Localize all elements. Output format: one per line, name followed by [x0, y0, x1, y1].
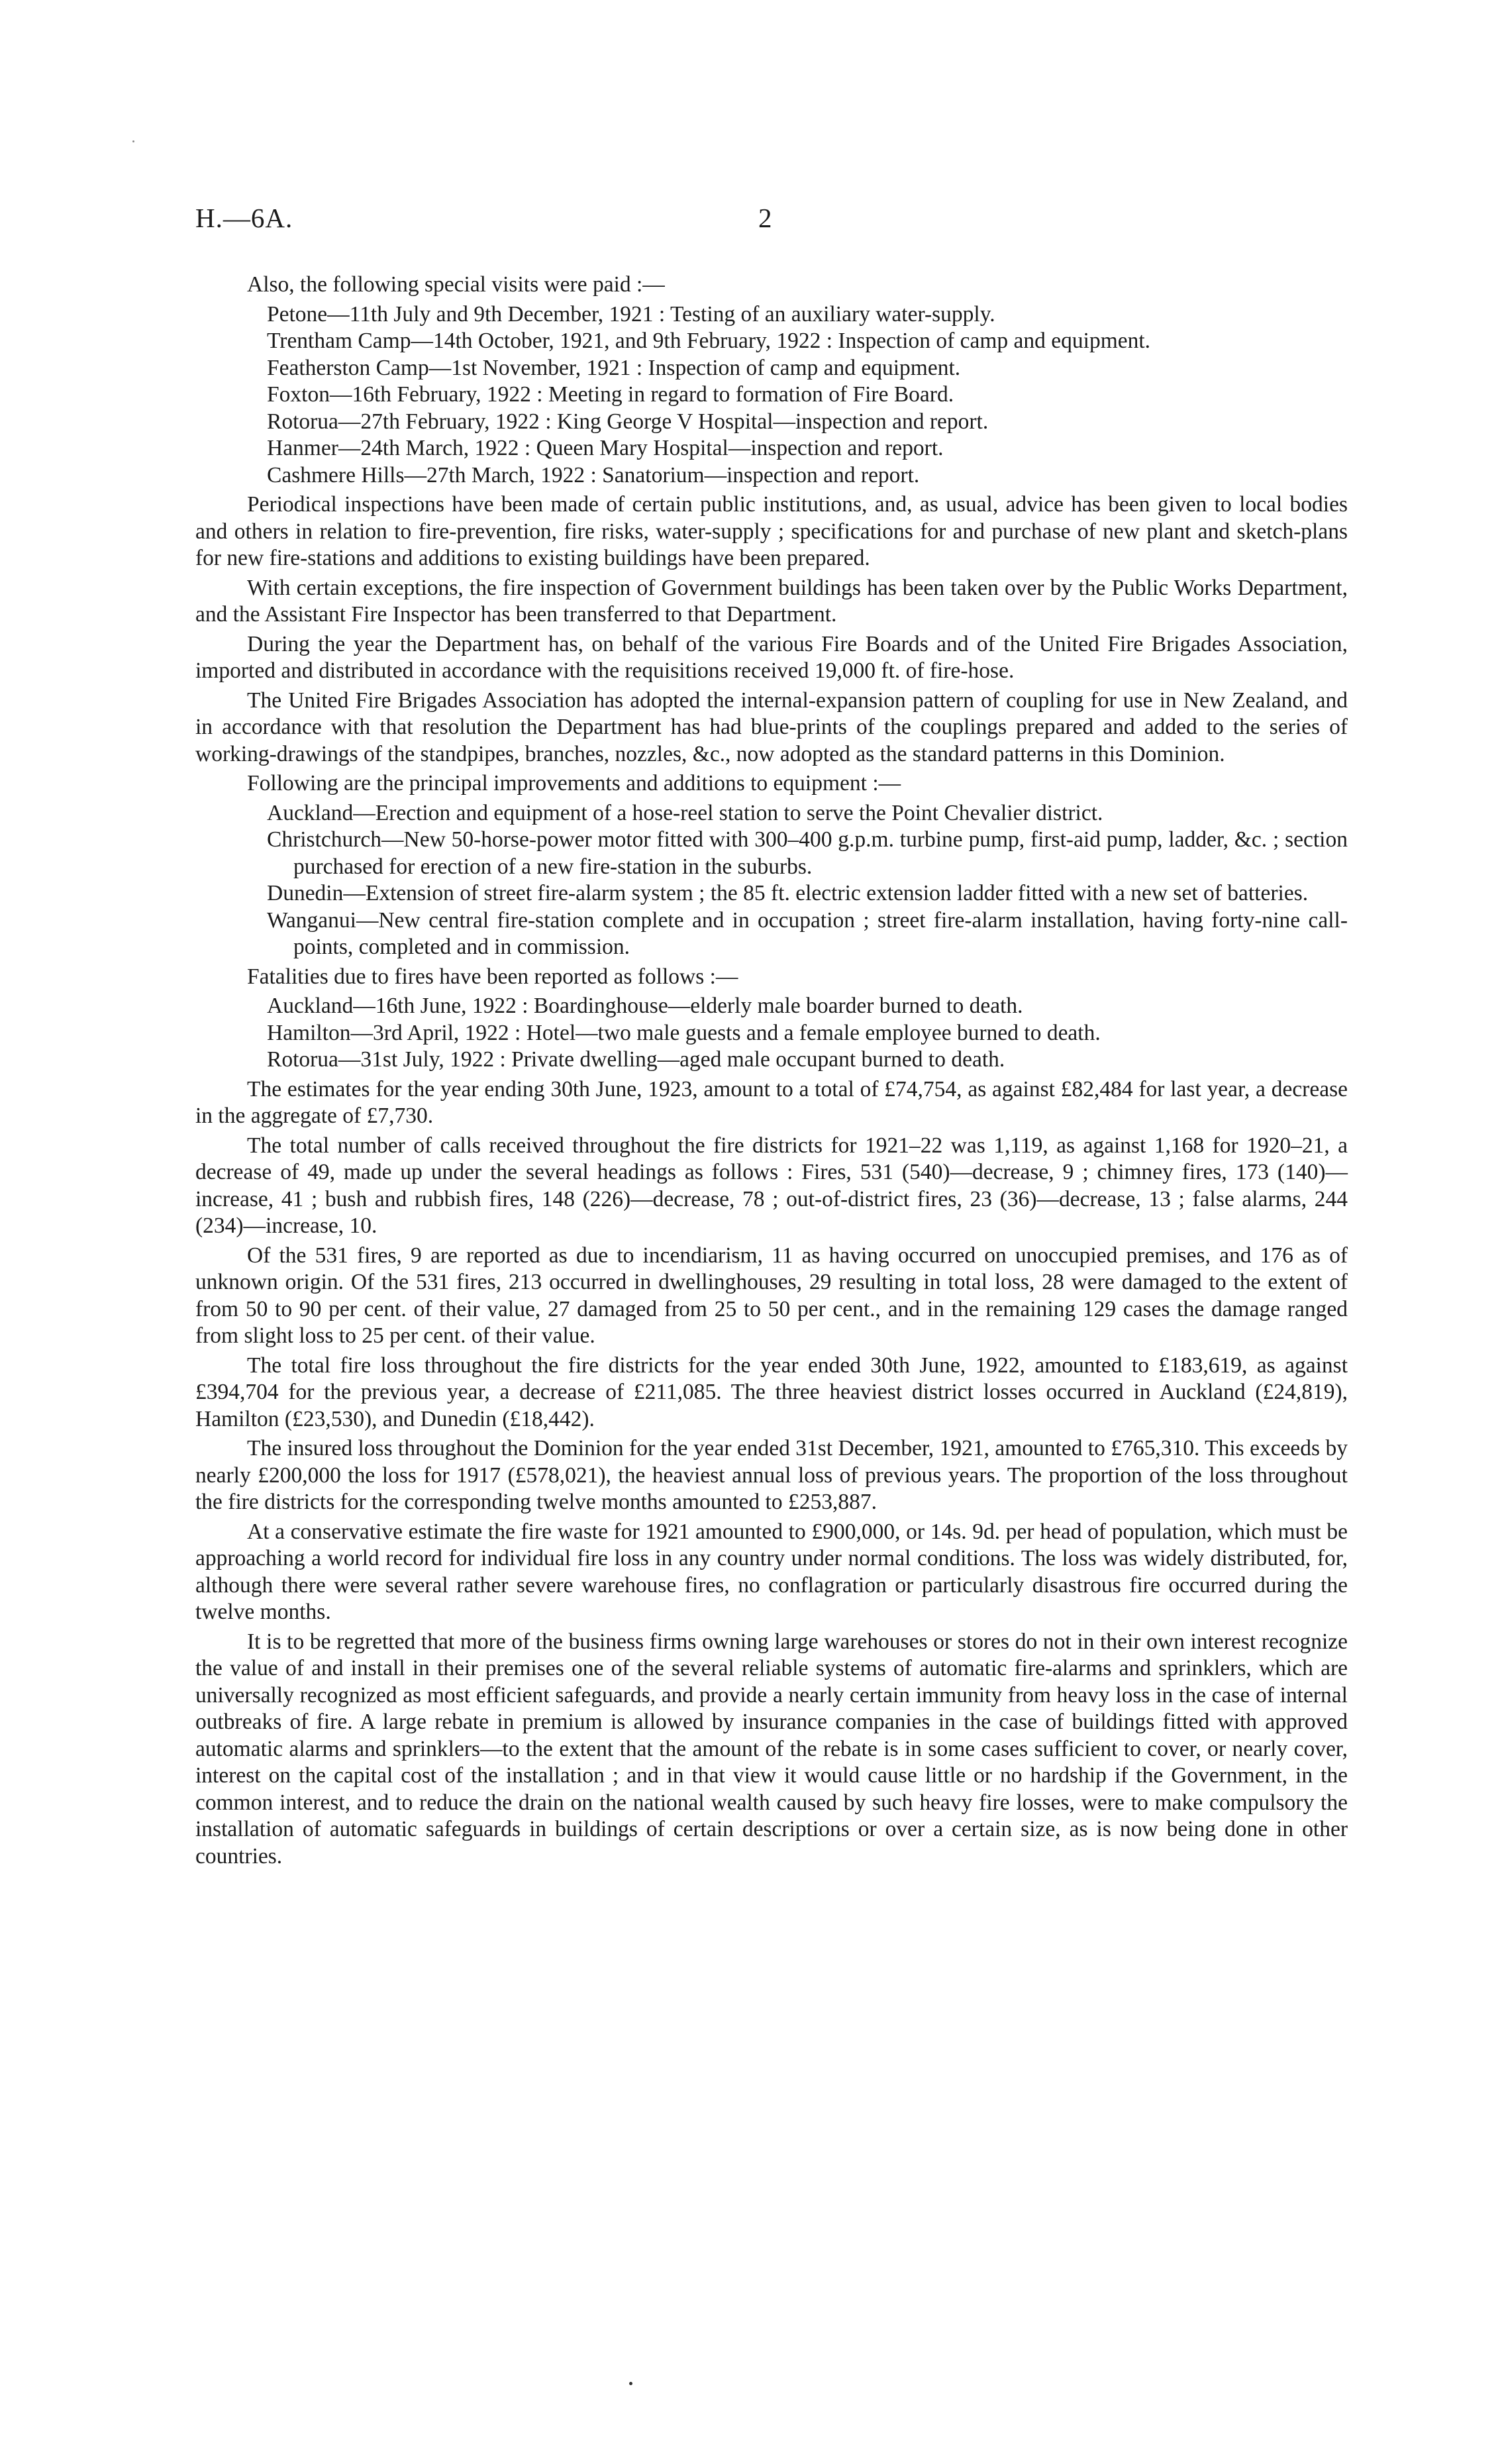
paragraph: The insured loss throughout the Dominion for the year ended 31st December, 1921, amounted to £765,310. This exceeds by nearly £200,000 the loss for 1917 (£578,021), the heaviest annual loss of previous years. The proportion of the loss throughout the fire districts for the corresponding twelve months amounted to £253,887. — [195, 1436, 1348, 1514]
paragraph: With certain exceptions, the fire inspection of Government buildings has been taken over by the Public Works Department, and the Assistant Fire Inspector has been transferred to that Department. — [195, 575, 1348, 627]
special-visit-item: Featherston Camp—1st November, 1921 : Inspection of camp and equipment. — [267, 355, 961, 380]
paragraph: Of the 531 fires, 9 are reported as due to incendiarism, 11 as having occurred on unoccupied premises, and 176 as of unknown origin. Of the 531 fires, 213 occurred in dwellinghouses, 29 resulting in total loss, 28 were damaged to the extent of from 50 to 90 per cent. of their value, 27 damaged from 25 to 50 per cent., and in the remaining 129 cases the damage ranged from slight loss to 25 per cent. of their value. — [195, 1243, 1348, 1348]
fatality-item: Rotorua—31st July, 1922 : Private dwelling—aged male occupant burned to death. — [267, 1047, 1005, 1072]
special-visit-item: Rotorua—27th February, 1922 : King George V Hospital—inspection and report. — [267, 409, 989, 434]
special-visit-item: Foxton—16th February, 1922 : Meeting in regard to formation of Fire Board. — [267, 382, 954, 407]
document-code: H.—6A. — [195, 203, 293, 233]
fatalities-list — [195, 993, 1348, 1074]
paragraph: At a conservative estimate the fire waste for 1921 amounted to £900,000, or 14s. 9d. per head of population, which must be approaching a world record for individual fire loss in any country under normal conditions. The loss was widely distributed, for, although there were several rather severe warehouse fires, no conflagration or particularly disastrous fire occurred during the twelve months. — [195, 1519, 1348, 1624]
improvements-list — [195, 800, 1348, 961]
fatalities-intro: Fatalities due to fires have been reported as follows :— — [247, 964, 738, 989]
improvement-item: Wanganui—New central fire-station complete and in occupation ; street fire-alarm installation, having forty-nine call-points, completed and in commission. — [267, 907, 1348, 959]
scan-speck — [132, 140, 134, 142]
improvement-item: Dunedin—Extension of street fire-alarm system ; the 85 ft. electric extension ladder fitted with a new set of batteries. — [267, 881, 1309, 905]
footer-mark — [629, 2382, 632, 2385]
page-header — [195, 202, 1321, 242]
paragraph: During the year the Department has, on behalf of the various Fire Boards and of the United Fire Brigades Association, imported and distributed in accordance with the requisitions received 19,000 ft. of fire-hose. — [195, 631, 1348, 683]
special-visits-intro: Also, the following special visits were paid :— — [247, 272, 665, 297]
special-visit-item: Cashmere Hills—27th March, 1922 : Sanatorium—inspection and report. — [267, 462, 920, 488]
paragraph: Periodical inspections have been made of certain public institutions, and, as usual, advice has been given to local bodies and others in relation to fire-prevention, fire risks, water-supply ; specifications for and purchase of new plant and sketch-plans for new fire-stations and additions to existing buildings have been prepared. — [195, 492, 1348, 570]
improvements-intro: Following are the principal improvements and additions to equipment :— — [247, 771, 901, 796]
improvement-item: Christchurch—New 50-horse-power motor fitted with 300–400 g.p.m. turbine pump, first-aid pump, ladder, &c. ; section purchased for erection of a new fire-station in the suburbs. — [267, 827, 1348, 879]
document-body — [195, 272, 1348, 1873]
special-visit-item: Petone—11th July and 9th December, 1921 : Testing of an auxiliary water-supply. — [267, 301, 995, 327]
fatality-item: Auckland—16th June, 1922 : Boardinghouse—elderly male boarder burned to death. — [267, 994, 1023, 1018]
paragraph: The total number of calls received throughout the fire districts for 1921–22 was 1,119, as against 1,168 for 1920–21, a decrease of 49, made up under the several headings as follows : Fires, 531 (540)—decrease, 9 ; chimney fires, 173 (140)—increase, 41 ; bush and rubbish fires, 148 (226)—decrease, 78 ; out-of-district fires, 23 (36)—decrease, 13 ; false alarms, 244 (234)—increase, 10. — [195, 1133, 1348, 1238]
improvement-item: Auckland—Erection and equipment of a hose-reel station to serve the Point Chevalier district. — [267, 800, 1103, 825]
special-visits-list — [195, 301, 1348, 489]
paragraph: The total fire loss throughout the fire districts for the year ended 30th June, 1922, amounted to £183,619, as against £394,704 for the previous year, a decrease of £211,085. The three heaviest district losses occurred in Auckland (£24,819), Hamilton (£23,530), and Dunedin (£18,442). — [195, 1353, 1348, 1431]
paragraph: The United Fire Brigades Association has adopted the internal-expansion pattern of coupling for use in New Zealand, and in accordance with that resolution the Department has had blue-prints of the couplings prepared and added to the series of working-drawings of the standpipes, branches, nozzles, &c., now adopted as the standard patterns in this Dominion. — [195, 688, 1348, 766]
paragraph: The estimates for the year ending 30th June, 1923, amount to a total of £74,754, as against £82,484 for last year, a decrease in the aggregate of £7,730. — [195, 1076, 1348, 1128]
page-number: 2 — [758, 203, 772, 233]
special-visit-item: Trentham Camp—14th October, 1921, and 9th February, 1922 : Inspection of camp and equipment. — [267, 329, 1151, 353]
fatality-item: Hamilton—3rd April, 1922 : Hotel—two male guests and a female employee burned to death. — [267, 1020, 1101, 1045]
special-visit-item: Hanmer—24th March, 1922 : Queen Mary Hospital—inspection and report. — [267, 436, 944, 460]
paragraph: It is to be regretted that more of the business firms owning large warehouses or stores do not in their own interest recognize the value of and install in their premises one of the several reliable systems of automatic fire-alarms and sprinklers, which are universally recognized as most efficient safeguards, and provide a nearly certain immunity from heavy loss in the case of internal outbreaks of fire. A large rebate in premium is allowed by insurance companies in the case of buildings fitted with approved automatic alarms and sprinklers—to the extent that the amount of the rebate is in some cases sufficient to cover, or nearly cover, interest on the capital cost of the installation ; and in that view it would cause little or no hardship if the Government, in the common interest, and to reduce the drain on the national wealth caused by such heavy fire losses, were to make compulsory the installation of automatic safeguards in buildings of certain descriptions or over a certain size, as is now being done in other countries. — [195, 1629, 1348, 1869]
